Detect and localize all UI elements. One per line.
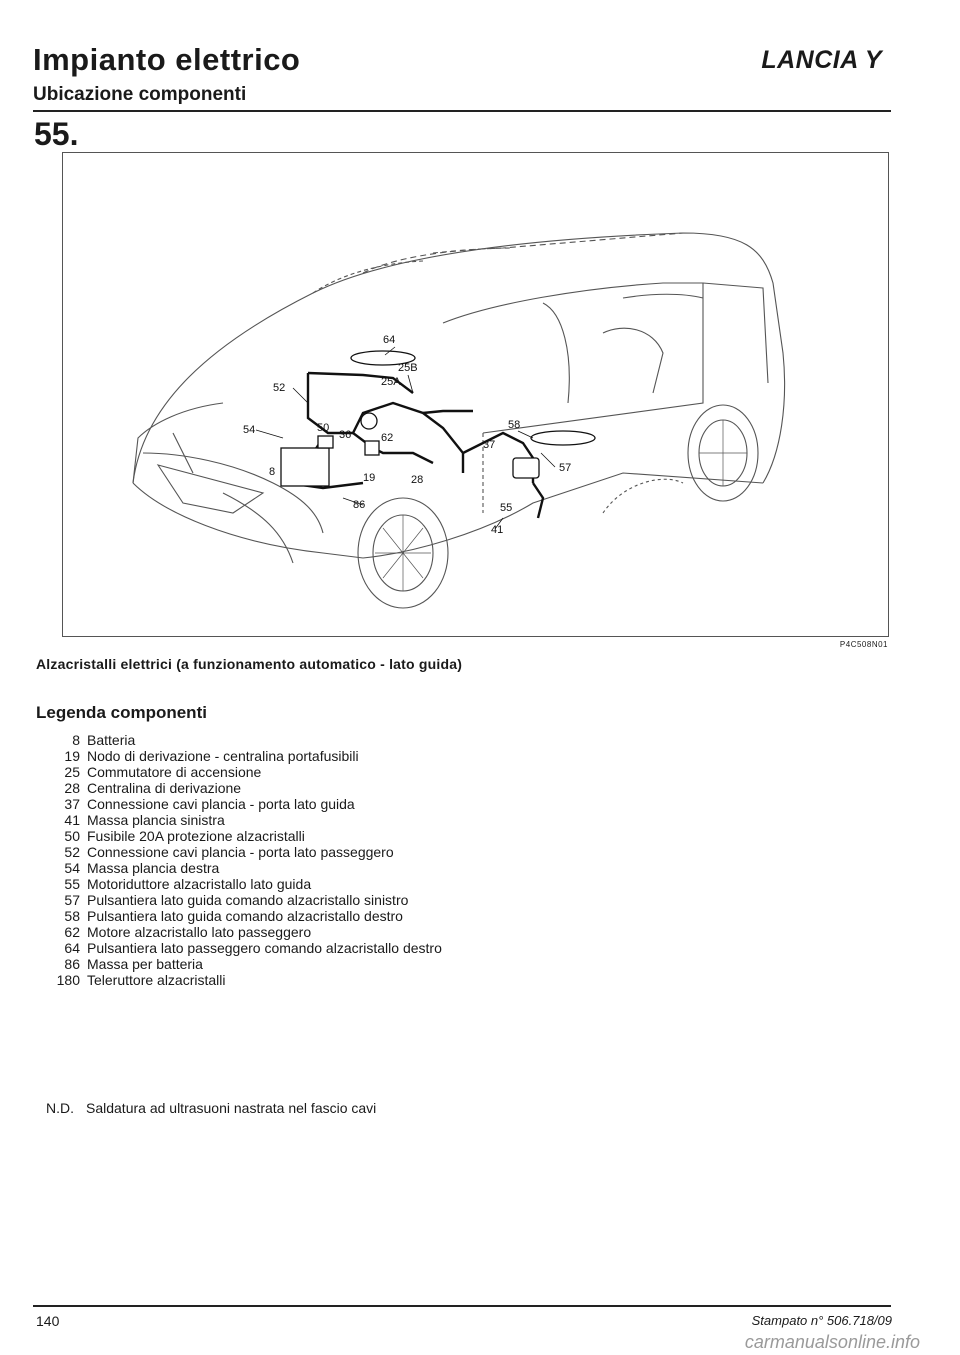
legend-number: 55 bbox=[64, 876, 80, 892]
legend-text: Nodo di derivazione - centralina portafusibili bbox=[87, 748, 359, 764]
callout-label: 36 bbox=[339, 429, 352, 441]
callout-label: 28 bbox=[411, 474, 424, 486]
legend-text: Pulsantiera lato passeggero comando alzacristallo destro bbox=[87, 940, 442, 956]
legend-number: 50 bbox=[64, 828, 80, 844]
callout-labels bbox=[243, 334, 571, 536]
legend-text: Batteria bbox=[87, 732, 136, 748]
car-wiring-diagram bbox=[63, 153, 888, 636]
figure-caption: Alzacristalli elettrici (a funzionamento automatico - lato guida) bbox=[36, 656, 463, 672]
door-switch-icon bbox=[531, 431, 595, 445]
legend-number: 37 bbox=[64, 796, 80, 812]
legend-text: Massa plancia sinistra bbox=[87, 812, 225, 828]
legend-title: Legenda componenti bbox=[36, 703, 207, 722]
legend-number: 52 bbox=[64, 844, 80, 860]
legend-item bbox=[60, 748, 460, 764]
legend-text: Connessione cavi plancia - porta lato guida bbox=[87, 796, 355, 812]
legend-item bbox=[60, 828, 460, 844]
legend-item bbox=[60, 844, 460, 860]
document-subtitle: Ubicazione componenti bbox=[33, 84, 247, 105]
legend-text: Motoriduttore alzacristallo lato guida bbox=[87, 876, 312, 892]
callout-label: 19 bbox=[363, 472, 376, 484]
legend-item bbox=[60, 908, 460, 924]
legend-item bbox=[60, 956, 460, 972]
callout-label: 54 bbox=[243, 424, 256, 436]
print-code: Stampato n° 506.718/09 bbox=[751, 1313, 892, 1328]
legend-text: Massa plancia destra bbox=[87, 860, 220, 876]
callout-label: 55 bbox=[500, 502, 513, 514]
legend-text: Motore alzacristallo lato passeggero bbox=[87, 924, 312, 940]
callout-label: 50 bbox=[317, 422, 330, 434]
note bbox=[46, 1100, 466, 1116]
legend-item bbox=[60, 764, 460, 780]
legend-item bbox=[60, 876, 460, 892]
legend-text: Pulsantiera lato guida comando alzacristallo destro bbox=[87, 908, 403, 924]
legend-text: Teleruttore alzacristalli bbox=[87, 972, 226, 988]
window-motor-icon bbox=[513, 458, 539, 478]
legend-text: Centralina di derivazione bbox=[87, 780, 242, 796]
callout-label: 52 bbox=[273, 382, 286, 394]
motor-icon bbox=[361, 413, 377, 429]
section-number: 55. bbox=[34, 116, 79, 152]
car-outline bbox=[133, 233, 785, 563]
callout-label: 58 bbox=[508, 419, 521, 431]
legend-item bbox=[56, 972, 460, 988]
document-title: Impianto elettrico bbox=[33, 42, 301, 77]
legend-item bbox=[60, 812, 460, 828]
callout-label: 86 bbox=[353, 499, 366, 511]
battery-icon bbox=[281, 448, 329, 486]
legend-item bbox=[60, 860, 460, 876]
note-text: Saldatura ad ultrasuoni nastrata nel fascio cavi bbox=[86, 1100, 377, 1116]
legend-item bbox=[60, 924, 460, 940]
legend-text: Commutatore di accensione bbox=[87, 764, 262, 780]
fuse-box-icon bbox=[318, 436, 333, 448]
relay-icon bbox=[365, 441, 379, 455]
figure-frame bbox=[62, 152, 889, 637]
watermark: carmanualsonline.info bbox=[744, 1332, 920, 1352]
legend-text: Pulsantiera lato guida comando alzacristallo sinistro bbox=[87, 892, 409, 908]
legend-number: 19 bbox=[64, 748, 80, 764]
legend-text: Massa per batteria bbox=[87, 956, 203, 972]
legend-number: 58 bbox=[64, 908, 80, 924]
callout-label: 25B bbox=[398, 362, 418, 374]
callout-label: 8 bbox=[269, 466, 276, 478]
legend-number: 62 bbox=[64, 924, 80, 940]
page-number: 140 bbox=[36, 1313, 60, 1329]
legend-number: 180 bbox=[56, 972, 80, 988]
callout-label: 37 bbox=[483, 439, 496, 451]
callout-label: 57 bbox=[559, 462, 572, 474]
components bbox=[281, 351, 595, 486]
callout-label: 41 bbox=[491, 524, 504, 536]
legend-text: Fusibile 20A protezione alzacristalli bbox=[87, 828, 305, 844]
legend-number: 25 bbox=[64, 764, 80, 780]
legend-number: 54 bbox=[64, 860, 80, 876]
note-label: N.D. bbox=[46, 1100, 74, 1116]
legend-number: 64 bbox=[64, 940, 80, 956]
legend-text: Connessione cavi plancia - porta lato passeggero bbox=[87, 844, 394, 860]
legend-number: 8 bbox=[72, 732, 80, 748]
brand-label: LANCIA Y bbox=[761, 46, 882, 74]
header-rule bbox=[33, 110, 891, 112]
legend-item bbox=[60, 892, 460, 908]
figure-code: P4C508N01 bbox=[839, 640, 888, 649]
legend-number: 28 bbox=[64, 780, 80, 796]
callout-label: 62 bbox=[381, 432, 394, 444]
legend-item bbox=[60, 732, 460, 748]
legend-number: 57 bbox=[64, 892, 80, 908]
legend-number: 86 bbox=[64, 956, 80, 972]
callout-label: 25A bbox=[381, 376, 401, 388]
legend-list bbox=[56, 732, 460, 988]
legend-item bbox=[60, 780, 460, 796]
legend-item bbox=[60, 940, 460, 956]
footer-rule bbox=[33, 1305, 891, 1307]
legend-number: 41 bbox=[64, 812, 80, 828]
legend-item bbox=[60, 796, 460, 812]
callout-label: 64 bbox=[383, 334, 396, 346]
